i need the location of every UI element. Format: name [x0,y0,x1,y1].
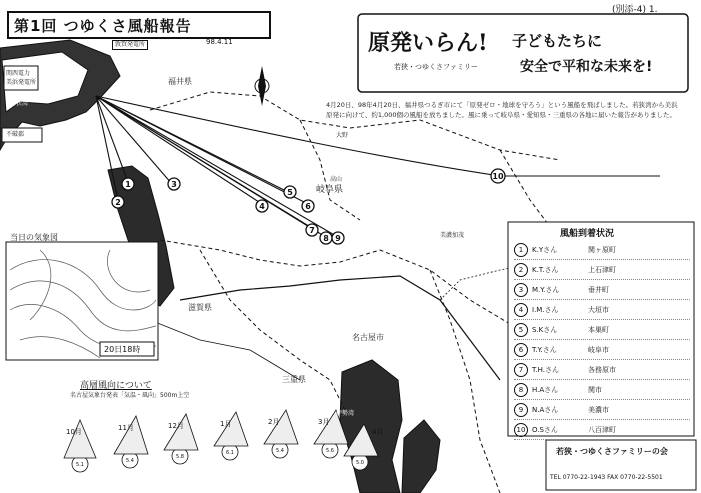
wakasa-label: 若狭湾 [10,100,29,107]
list-item [514,320,690,340]
list-item [514,240,690,260]
wind-value: 5.6 [326,448,334,454]
marker-label: 2 [115,198,121,207]
list-item [514,360,690,380]
wind-month: 10月 [66,428,82,436]
list-item-name: H.Aさん [532,385,559,394]
list-item-name: I.M.さん [532,305,559,314]
banner-tagline-2: 安全で平和な未来を! [520,59,653,75]
annex-label: (別添-4) 1. [612,5,658,15]
list-item-number: 1 [514,243,528,257]
list-item [514,300,690,320]
list-item-number: 9 [514,403,528,417]
list-item-place: 上石津町 [588,265,616,274]
list-item-place: 本巣町 [588,325,609,334]
marker-label: 4 [259,202,265,211]
kansai-label-2: 美浜発電所 [6,79,37,86]
weather-title: 当日の気象図 [10,233,58,242]
list-item-number: 6 [514,343,528,357]
marker-label: 10 [492,172,504,181]
list-item-name: T.H.さん [532,365,560,374]
list-item-place: 岐阜市 [588,345,609,354]
list-item-number: 10 [514,423,528,437]
wind-title: 高層風向について [80,381,152,391]
wind-value: 5.1 [76,462,84,468]
wind-value: 5.0 [356,460,364,466]
wind-month: 11月 [118,424,134,432]
body-text: 4月20日、98年4月20日、福井県つるぎ市にて「原発ゼロ・地球を守ろう」という風船を飛ばしました。若狭湾から美浜原発に向けて、約1,000個の風船を放ちました。風に乗って岐阜県・愛知県・三重県の各地に届いた報告がありました。 [326,101,678,119]
marker-label: 1 [125,180,131,189]
wind-note: 名古屋気象台発表「気温・風向」500m上空 [70,392,190,399]
fuwa-label: 不破郡 [6,131,25,138]
banner-slogan: 原発いらん! [368,30,488,56]
list-item-name: N.Aさん [532,405,559,414]
ohno-label: 大野 [336,132,349,139]
wind-month: 3月 [318,418,330,426]
list-item [514,420,690,440]
marker-label: 5 [287,188,293,197]
wind-value: 6.1 [226,450,234,456]
list-item-place: 関市 [588,385,602,394]
marker-label: 3 [171,180,177,189]
weather-time: 20日18時 [104,345,141,354]
banner-tagline-1: 子どもたちに [512,32,603,50]
page-title: 第1回 つゆくさ風船報告 [14,17,192,35]
ise-bay [340,360,402,493]
marker-label: 8 [323,234,329,243]
gifu-label: 岐阜県 [316,185,344,195]
list-item-place: 垂井町 [588,285,609,294]
shiga-label: 滋賀県 [188,303,212,312]
wind-value: 5.8 [176,454,184,460]
list-item-number: 8 [514,383,528,397]
mie-label: 三重県 [282,375,306,384]
kansai-label-1: 関西電力 [6,70,31,77]
wind-month: 2月 [268,418,280,426]
wind-month: 12月 [168,422,184,430]
mikawa-bay [402,420,440,493]
list-item-name: T.Y.さん [532,345,557,354]
list-item-name: K.T.さん [532,265,559,274]
list-item [514,260,690,280]
list-item-name: O.Sさん [532,425,558,434]
tsuruga-label: 敦賀発電所 [112,40,148,50]
list-item-place: 関ヶ原町 [588,245,616,254]
minokamo-label: 美濃加茂 [440,232,465,239]
fukui-label: 福井県 [168,77,192,86]
marker-label: 7 [309,226,315,235]
list-item-place: 美濃市 [588,405,609,414]
footer-org: 若狭・つゆくさファミリーの会 [556,447,668,456]
list-item-number: 5 [514,323,528,337]
list-item-name: M.Y.さん [532,285,560,294]
list-item-place: 大垣市 [588,305,609,314]
list-item [514,400,690,420]
list-item-name: K.Yさん [532,245,558,254]
wind-value: 5.4 [126,458,134,464]
list-item-number: 7 [514,363,528,377]
result-list [514,240,690,440]
list-item [514,380,690,400]
wind-value: 5.4 [276,448,284,454]
list-item-place: 八百津町 [588,425,616,434]
footer-contact: TEL 0770-22-1943 FAX 0770-22-5501 [550,474,663,481]
nagoya-label: 名古屋市 [352,333,384,342]
list-item [514,340,690,360]
banner-org: 若狭・つゆくさファミリー [394,63,478,71]
list-item-number: 4 [514,303,528,317]
header-date: 98.4.11 [206,38,233,46]
wind-month: 1月 [220,420,232,428]
list-item-number: 3 [514,283,528,297]
marker-label: 9 [335,234,341,243]
takayama-label: 高山 [330,176,343,183]
wind-month: 4月 [372,428,384,436]
list-item-place: 各務原市 [588,365,616,374]
marker-label: 6 [305,202,311,211]
list-item-number: 2 [514,263,528,277]
list-item [514,280,690,300]
list-item-name: S.Kさん [532,325,558,334]
ise-bay-label: 伊勢湾 [336,410,355,417]
list-title: 風船到着状況 [560,229,615,239]
biwa-label: 琵琶湖 [126,260,145,267]
